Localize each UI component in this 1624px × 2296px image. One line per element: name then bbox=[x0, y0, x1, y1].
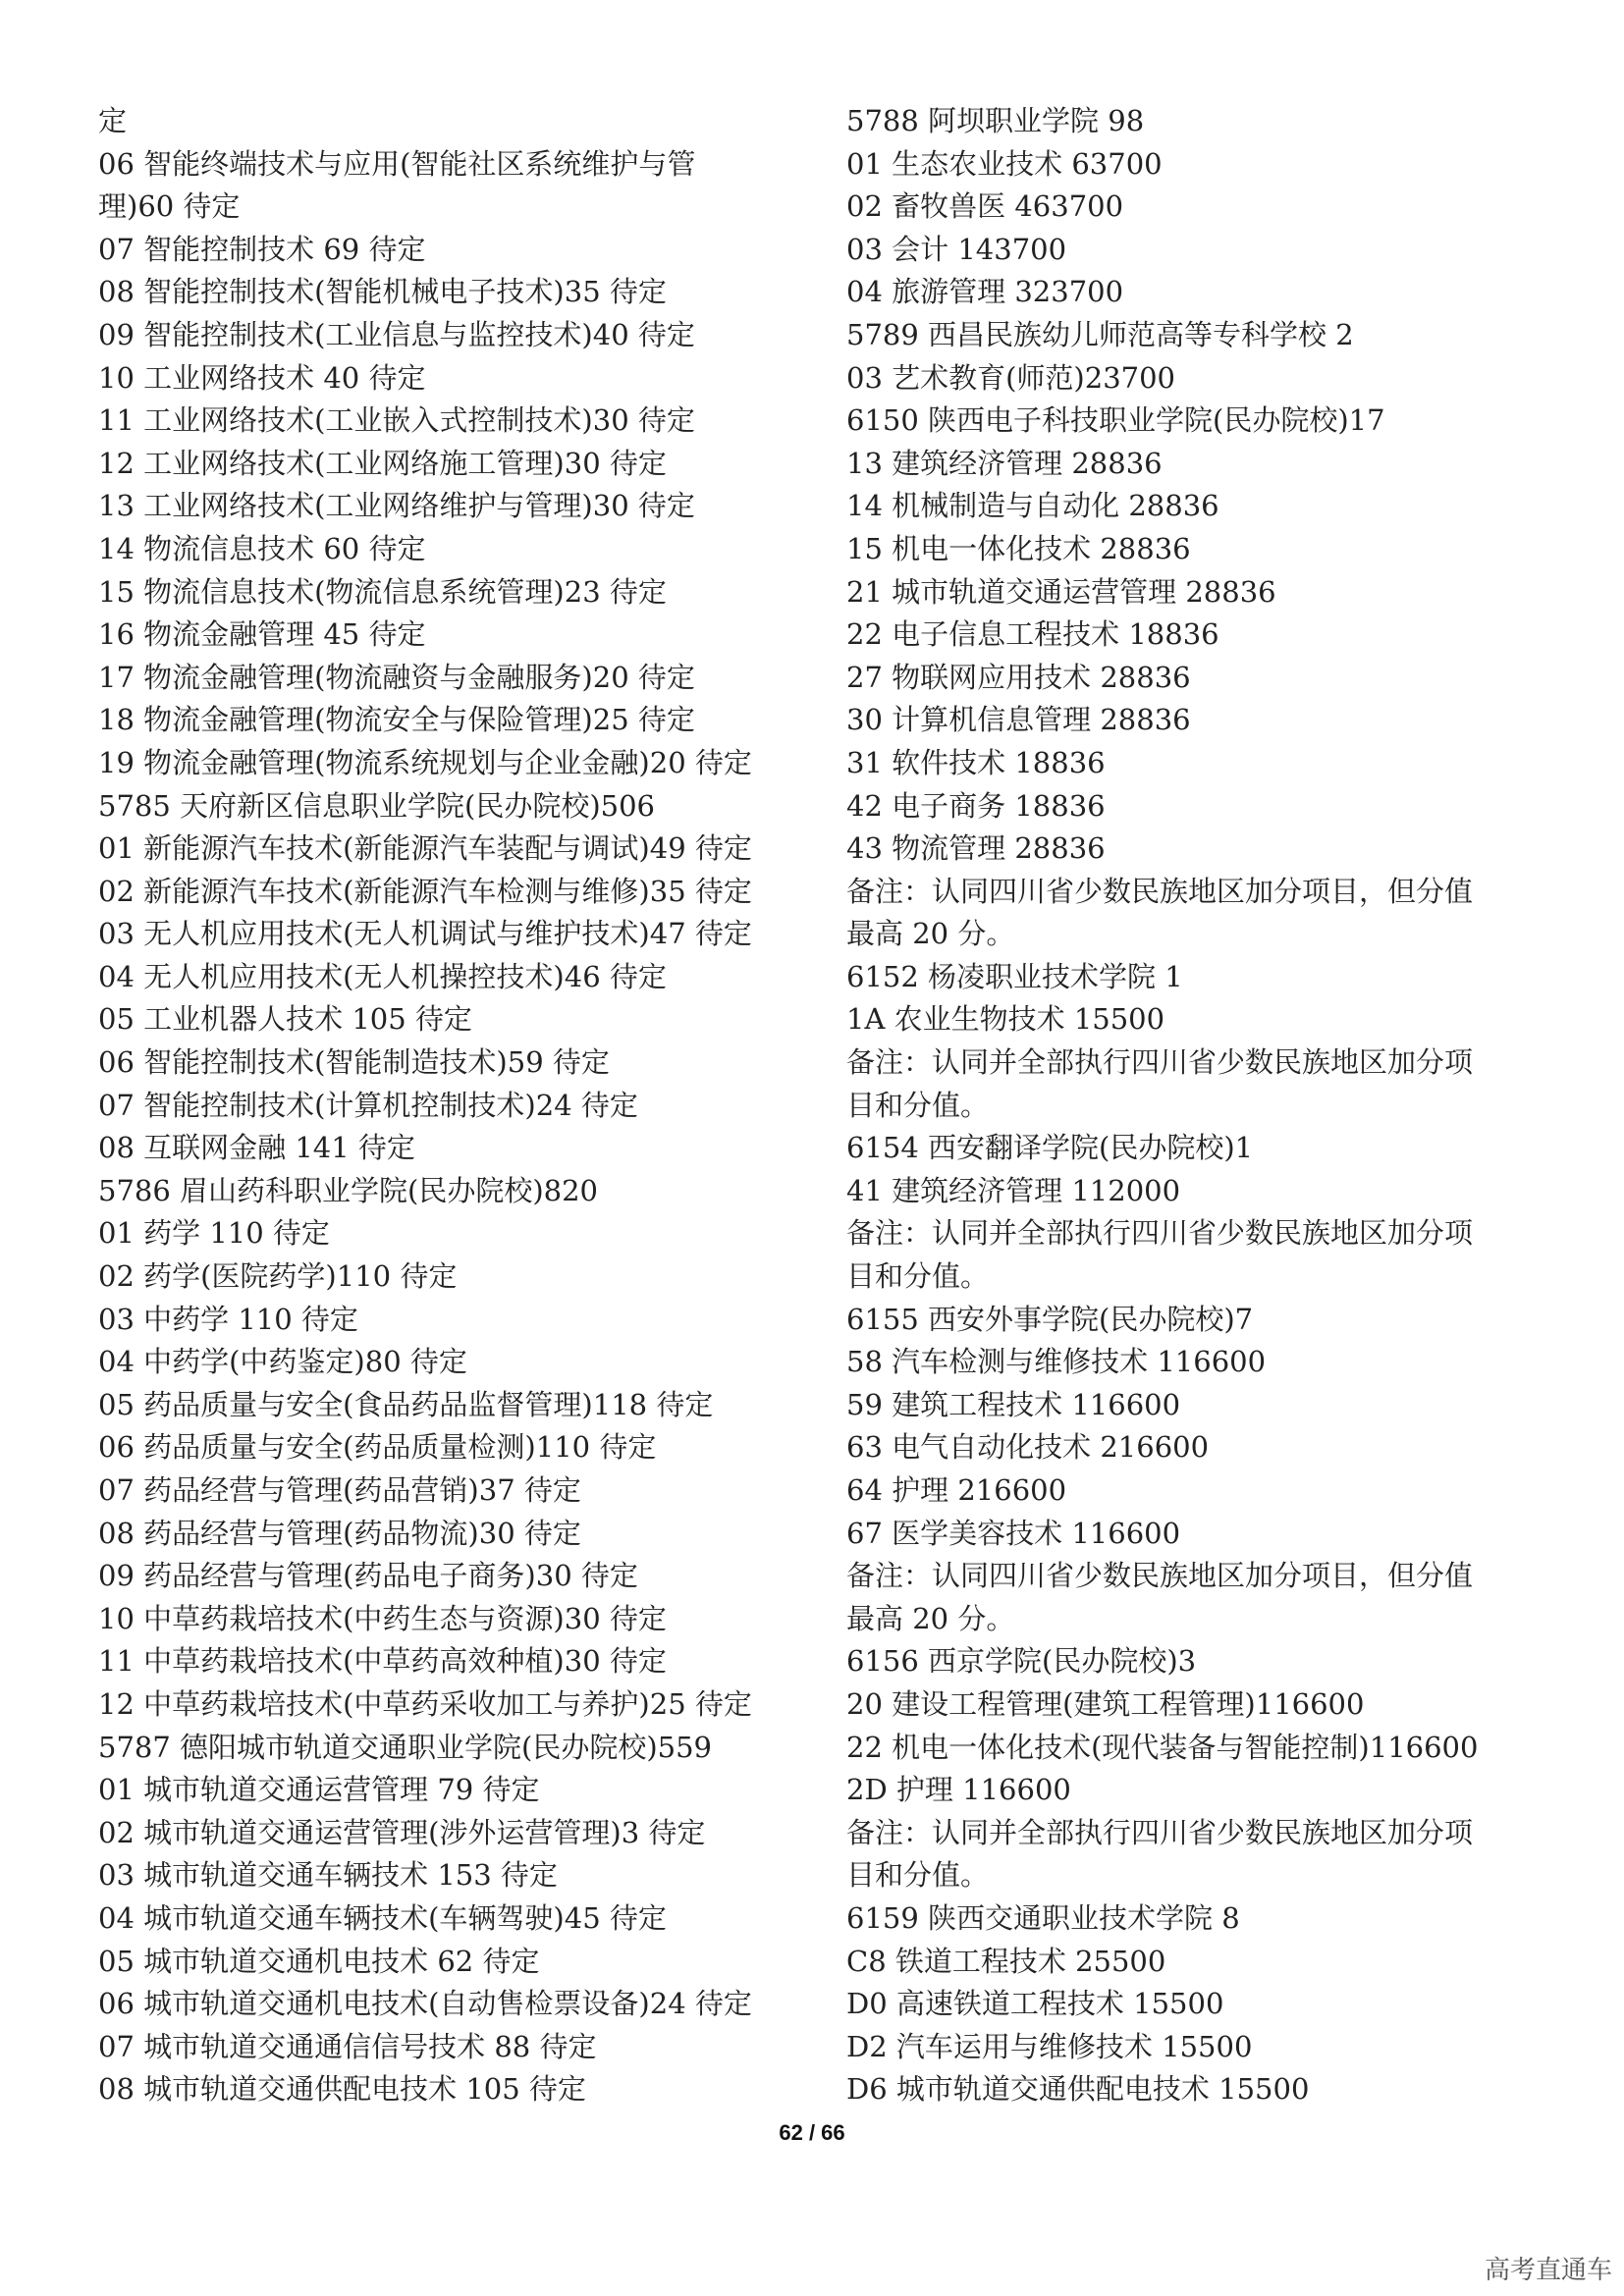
text-line: 1A 农业生物技术 15500 bbox=[846, 1002, 1165, 1037]
left-column bbox=[98, 100, 815, 2111]
text-line: 04 无人机应用技术(无人机操控技术)46 待定 bbox=[98, 959, 667, 993]
text-line: 05 城市轨道交通机电技术 62 待定 bbox=[98, 1944, 540, 1978]
text-line: 03 会计 143700 bbox=[846, 232, 1067, 266]
text-line: 备注：认同并全部执行四川省少数民族地区加分项 bbox=[846, 1815, 1474, 1849]
text-line: 07 药品经营与管理(药品营销)37 待定 bbox=[98, 1473, 581, 1507]
text-line: 08 城市轨道交通供配电技术 105 待定 bbox=[98, 2072, 586, 2107]
text-line: 12 工业网络技术(工业网络施工管理)30 待定 bbox=[98, 446, 667, 480]
text-line: 02 药学(医院药学)110 待定 bbox=[98, 1259, 458, 1294]
text-line: 6156 西京学院(民办院校)3 bbox=[846, 1644, 1197, 1679]
text-line: 64 护理 216600 bbox=[846, 1473, 1067, 1507]
text-line: 04 城市轨道交通车辆技术(车辆驾驶)45 待定 bbox=[98, 1900, 667, 1935]
text-line: 07 智能控制技术 69 待定 bbox=[98, 232, 426, 266]
text-line: 11 工业网络技术(工业嵌入式控制技术)30 待定 bbox=[98, 403, 695, 438]
text-line: D2 汽车运用与维修技术 15500 bbox=[846, 2029, 1253, 2063]
text-line: 最高 20 分。 bbox=[846, 1601, 1015, 1635]
text-line: 备注：认同四川省少数民族地区加分项目，但分值 bbox=[846, 1559, 1474, 1593]
text-line: 5788 阿坝职业学院 98 bbox=[846, 104, 1145, 137]
text-line: 17 物流金融管理(物流融资与金融服务)20 待定 bbox=[98, 660, 695, 694]
text-line: 07 智能控制技术(计算机控制技术)24 待定 bbox=[98, 1088, 638, 1122]
text-line: 09 智能控制技术(工业信息与监控技术)40 待定 bbox=[98, 317, 695, 351]
text-line: 58 汽车检测与维修技术 116600 bbox=[846, 1345, 1267, 1379]
text-line: 08 智能控制技术(智能机械电子技术)35 待定 bbox=[98, 275, 667, 309]
text-line: 6154 西安翻译学院(民办院校)1 bbox=[846, 1131, 1254, 1165]
text-line: 42 电子商务 18836 bbox=[846, 788, 1106, 823]
text-line: 09 药品经营与管理(药品电子商务)30 待定 bbox=[98, 1559, 638, 1593]
text-line: 43 物流管理 28836 bbox=[846, 831, 1106, 866]
text-line: 15 物流信息技术(物流信息系统管理)23 待定 bbox=[98, 574, 667, 609]
text-line: 06 智能控制技术(智能制造技术)59 待定 bbox=[98, 1045, 610, 1080]
text-line: 最高 20 分。 bbox=[846, 917, 1015, 951]
text-line: 07 城市轨道交通通信信号技术 88 待定 bbox=[98, 2029, 597, 2063]
text-line: 备注：认同并全部执行四川省少数民族地区加分项 bbox=[846, 1045, 1474, 1080]
text-line: 2D 护理 116600 bbox=[846, 1773, 1071, 1807]
text-line: 08 互联网金融 141 待定 bbox=[98, 1131, 415, 1165]
text-line: 63 电气自动化技术 216600 bbox=[846, 1430, 1210, 1465]
text-line: 备注：认同并全部执行四川省少数民族地区加分项 bbox=[846, 1216, 1474, 1251]
text-line: 10 中草药栽培技术(中药生态与资源)30 待定 bbox=[98, 1601, 667, 1635]
text-line: 01 城市轨道交通运营管理 79 待定 bbox=[98, 1773, 540, 1807]
text-line: 12 中草药栽培技术(中草药采收加工与养护)25 待定 bbox=[98, 1686, 752, 1721]
text-line: 10 工业网络技术 40 待定 bbox=[98, 360, 426, 395]
text-line: 41 建筑经济管理 112000 bbox=[846, 1173, 1181, 1207]
text-line: 03 中药学 110 待定 bbox=[98, 1302, 358, 1336]
text-line: 30 计算机信息管理 28836 bbox=[846, 703, 1191, 737]
text-line: 14 机械制造与自动化 28836 bbox=[846, 489, 1219, 523]
text-line: 01 药学 110 待定 bbox=[98, 1216, 330, 1251]
text-line: 01 生态农业技术 63700 bbox=[846, 146, 1163, 181]
watermark: 高考直通车 bbox=[1484, 2256, 1612, 2285]
text-line: 19 物流金融管理(物流系统规划与企业金融)20 待定 bbox=[98, 745, 752, 779]
text-line: 6152 杨凌职业技术学院 1 bbox=[846, 959, 1183, 993]
text-line: 03 无人机应用技术(无人机调试与维护技术)47 待定 bbox=[98, 917, 752, 951]
text-line: 目和分值。 bbox=[846, 1088, 990, 1122]
text-line: 03 艺术教育(师范)23700 bbox=[846, 360, 1176, 395]
text-line: 5789 西昌民族幼儿师范高等专科学校 2 bbox=[846, 317, 1354, 351]
text-line: D6 城市轨道交通供配电技术 15500 bbox=[846, 2072, 1310, 2107]
text-line: 06 智能终端技术与应用(智能社区系统维护与管 bbox=[98, 146, 696, 181]
text-line: 04 旅游管理 323700 bbox=[846, 275, 1124, 309]
text-line: 14 物流信息技术 60 待定 bbox=[98, 531, 426, 565]
text-line: 6155 西安外事学院(民办院校)7 bbox=[846, 1302, 1254, 1336]
text-line: 02 城市轨道交通运营管理(涉外运营管理)3 待定 bbox=[98, 1815, 706, 1849]
text-line: 6150 陕西电子科技职业学院(民办院校)17 bbox=[846, 403, 1385, 438]
text-line: 22 电子信息工程技术 18836 bbox=[846, 617, 1219, 652]
text-line: 22 机电一体化技术(现代装备与智能控制)116600 bbox=[846, 1730, 1479, 1764]
text-line: 27 物联网应用技术 28836 bbox=[846, 660, 1191, 694]
text-line: 31 软件技术 18836 bbox=[846, 745, 1106, 779]
text-line: 6159 陕西交通职业技术学院 8 bbox=[846, 1900, 1240, 1935]
text-line: 21 城市轨道交通运营管理 28836 bbox=[846, 574, 1276, 609]
text-line: 13 工业网络技术(工业网络维护与管理)30 待定 bbox=[98, 489, 695, 523]
text-line: 理)60 待定 bbox=[98, 189, 241, 224]
text-line: 16 物流金融管理 45 待定 bbox=[98, 617, 426, 652]
text-line: 59 建筑工程技术 116600 bbox=[846, 1387, 1181, 1421]
text-line: 13 建筑经济管理 28836 bbox=[846, 446, 1163, 480]
text-line: 06 城市轨道交通机电技术(自动售检票设备)24 待定 bbox=[98, 1987, 752, 2021]
text-line: 20 建设工程管理(建筑工程管理)116600 bbox=[846, 1686, 1365, 1721]
text-line: 定 bbox=[98, 104, 128, 137]
text-line: 04 中药学(中药鉴定)80 待定 bbox=[98, 1345, 467, 1379]
page-number: 62 / 66 bbox=[779, 2120, 845, 2145]
text-line: 18 物流金融管理(物流安全与保险管理)25 待定 bbox=[98, 703, 695, 737]
text-line: D0 高速铁道工程技术 15500 bbox=[846, 1987, 1224, 2021]
text-line: 06 药品质量与安全(药品质量检测)110 待定 bbox=[98, 1430, 657, 1465]
text-line: 5787 德阳城市轨道交通职业学院(民办院校)559 bbox=[98, 1730, 713, 1764]
text-line: 5785 天府新区信息职业学院(民办院校)506 bbox=[98, 788, 656, 823]
text-line: 05 药品质量与安全(食品药品监督管理)118 待定 bbox=[98, 1387, 714, 1421]
text-line: 01 新能源汽车技术(新能源汽车装配与调试)49 待定 bbox=[98, 831, 752, 866]
text-line: 02 新能源汽车技术(新能源汽车检测与维修)35 待定 bbox=[98, 874, 752, 908]
text-line: 5786 眉山药科职业学院(民办院校)820 bbox=[98, 1173, 599, 1207]
text-line: 03 城市轨道交通车辆技术 153 待定 bbox=[98, 1858, 558, 1893]
text-line: C8 铁道工程技术 25500 bbox=[846, 1944, 1166, 1978]
text-line: 11 中草药栽培技术(中草药高效种植)30 待定 bbox=[98, 1644, 667, 1679]
text-line: 15 机电一体化技术 28836 bbox=[846, 531, 1191, 565]
text-line: 备注：认同四川省少数民族地区加分项目，但分值 bbox=[846, 874, 1474, 908]
right-column bbox=[846, 100, 1553, 2111]
text-line: 08 药品经营与管理(药品物流)30 待定 bbox=[98, 1516, 581, 1550]
text-line: 67 医学美容技术 116600 bbox=[846, 1516, 1181, 1550]
text-line: 05 工业机器人技术 105 待定 bbox=[98, 1002, 472, 1037]
text-line: 目和分值。 bbox=[846, 1858, 990, 1893]
text-line: 目和分值。 bbox=[846, 1259, 990, 1294]
text-line: 02 畜牧兽医 463700 bbox=[846, 189, 1124, 224]
